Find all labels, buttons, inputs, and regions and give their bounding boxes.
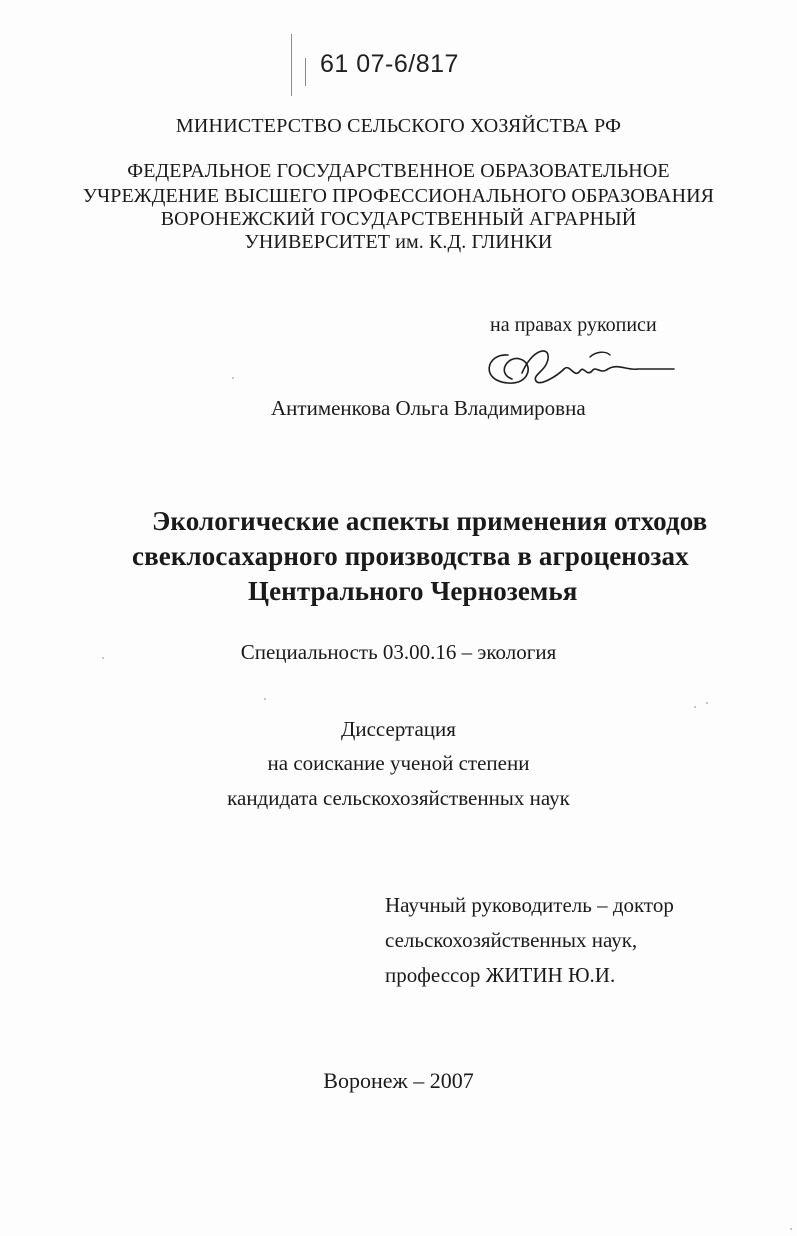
archive-code: 61 07-6/817 [320, 50, 459, 78]
scan-speck [706, 702, 708, 704]
dissertation-title-line: Экологические аспекты применения отходов [152, 506, 708, 536]
author-name: Антименкова Ольга Владимировна [271, 396, 586, 420]
supervisor-line: Научный руководитель – доктор [385, 893, 674, 917]
degree-line: кандидата сельскохозяйственных наук [227, 786, 570, 810]
degree-line: на соискание ученой степени [267, 751, 530, 775]
ministry-name: МИНИСТЕРСТВО СЕЛЬСКОГО ХОЗЯЙСТВА РФ [175, 115, 622, 137]
supervisor-line: сельскохозяйственных наук, [385, 928, 638, 952]
specialty: Специальность 03.00.16 – экология [240, 640, 557, 664]
supervisor-line: профессор ЖИТИН Ю.И. [385, 963, 616, 987]
dissertation-label: Диссертация [341, 717, 456, 741]
scan-speck [102, 657, 104, 659]
margin-mark-line [291, 34, 292, 96]
dissertation-title-line: свеклосахарного производства в агроценозах [132, 541, 689, 571]
scan-speck [790, 1228, 792, 1230]
dissertation-title-line: Центрального Черноземья [248, 576, 578, 606]
institution-line: УНИВЕРСИТЕТ им. К.Д. ГЛИНКИ [244, 231, 553, 253]
city-year: Воронеж – 2007 [323, 1068, 474, 1093]
signature [478, 343, 678, 393]
scan-speck [264, 698, 266, 700]
scan-speck [232, 377, 234, 379]
scan-speck [694, 706, 696, 708]
margin-mark-line [305, 58, 306, 86]
manuscript-note: на правах рукописи [490, 314, 657, 336]
institution-line: УЧРЕЖДЕНИЕ ВЫСШЕГО ПРОФЕССИОНАЛЬНОГО ОБРАЗОВАНИЯ [82, 185, 715, 207]
institution-line: ФЕДЕРАЛЬНОЕ ГОСУДАРСТВЕННОЕ ОБРАЗОВАТЕЛЬНОЕ [127, 160, 670, 182]
institution-line: ВОРОНЕЖСКИЙ ГОСУДАРСТВЕННЫЙ АГРАРНЫЙ [160, 208, 637, 230]
